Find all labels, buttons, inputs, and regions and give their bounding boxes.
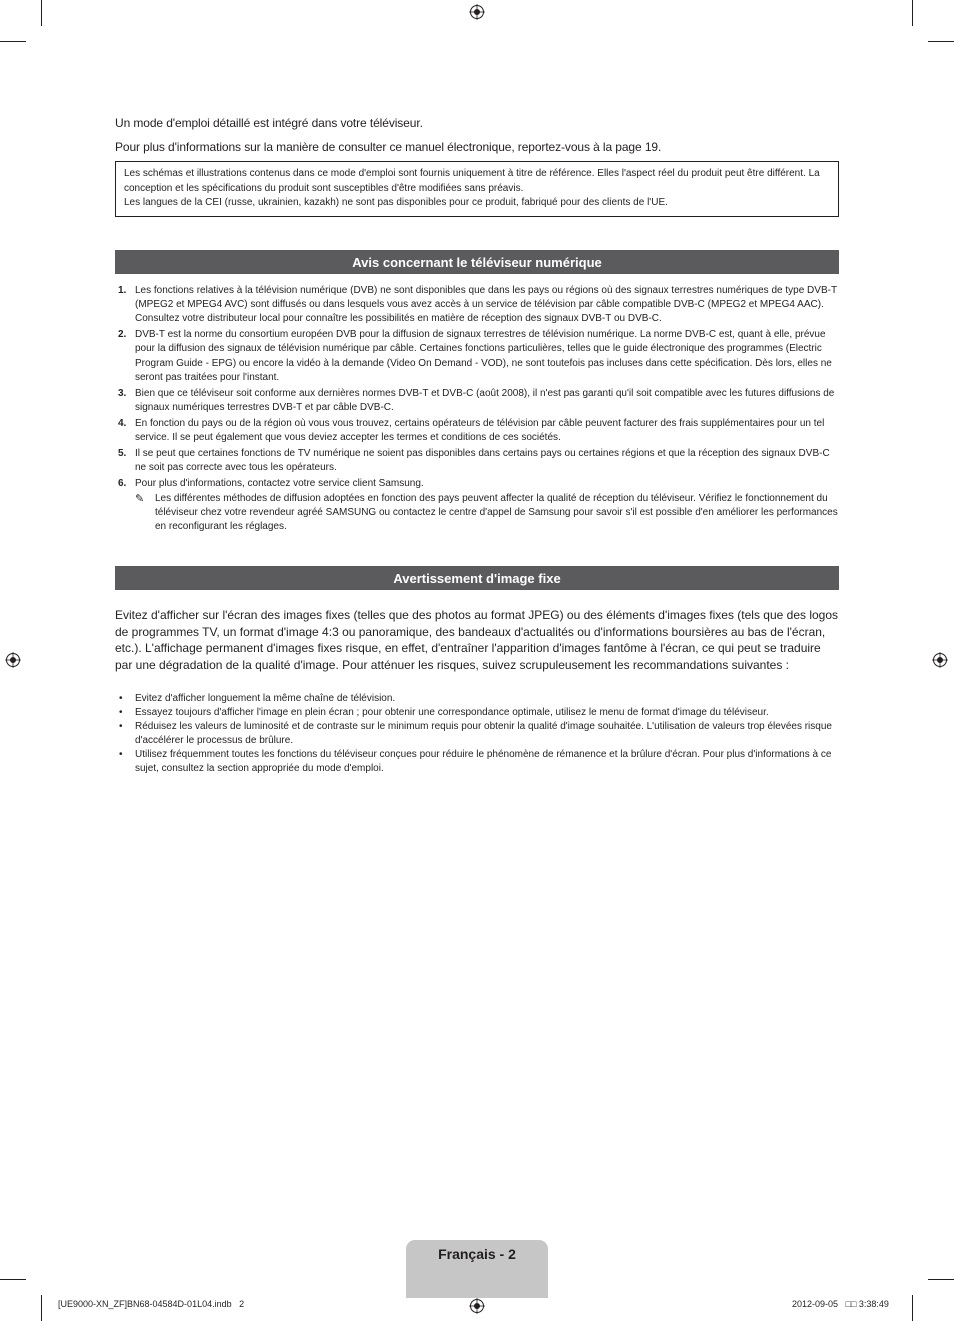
crop-mark	[41, 0, 42, 26]
item-number: 5.	[118, 447, 127, 459]
registration-mark-icon	[469, 4, 485, 20]
list-item	[115, 692, 839, 706]
list-item	[115, 477, 839, 535]
crop-mark	[912, 0, 913, 26]
footer-file-info: [UE9000-XN_ZF]BN68-04584D-01L04.indb 2	[58, 1299, 245, 1309]
list-item	[115, 720, 839, 748]
list-item	[115, 387, 839, 415]
item-text: DVB-T est la norme du consortium européen DVB pour la diffusion de signaux terrestres de télévision numérique. La norme DVB-C est, quant à elle, prévue pour la diffusion des signaux de télévision numérique par câble. Certaines fonctions particulières, telles que le guide électronique des programmes (Electric Program Guide - EPG) ou encore la vidéo à la demande (Video On Demand - VOD), ne sont toutefois pas incluses dans cette spécification. Dès lors, elles ne seront pas traitées pour l'instant.	[135, 329, 832, 383]
bullet-text: Réduisez les valeurs de luminosité et de contraste sur le minimum requis pour obtenir la qualité d'image souhaitée. L'utilisation de valeurs trop élevées risque d'accélérer le processus de brûlure.	[135, 721, 832, 746]
item-number: 6.	[118, 477, 127, 489]
disclaimer-box	[115, 161, 839, 217]
list-item	[115, 706, 839, 720]
item-text: Les fonctions relatives à la télévision numérique (DVB) ne sont disponibles que dans les pays ou régions où des signaux terrestres numériques de type DVB-T (MPEG2 et MPEG4 AVC) sont diffusés ou dans lesquels vous avez accès à un service de télévision par câble compatible DVB-C (MPEG2 et MPEG4 AAC). Consultez votre distributeur local pour connaître les possibilités en matière de réception des signaux DVB-T ou DVB-C.	[135, 285, 837, 325]
pencil-note-icon: ✎	[135, 492, 145, 505]
item-text: Bien que ce téléviseur soit conforme aux dernières normes DVB-T et DVB-C (août 2008), il n'est pas garanti qu'il soit compatible avec les futures diffusions de signaux numériques terrestres DVB-T et par câble DVB-C.	[135, 387, 835, 413]
bullet-text: Utilisez fréquemment toutes les fonctions du téléviseur conçues pour réduire le phénomène de rémanence et la brûlure d'écran. Pour plus d'informations à ce sujet, consultez la section appropriée du mode d'emploi.	[135, 749, 832, 774]
item-number: 1.	[118, 285, 127, 296]
bullet-text: Essayez toujours d'afficher l'image en plein écran ; pour obtenir une correspondance optimale, utilisez le menu de format d'image du téléviseur.	[135, 707, 769, 718]
list-item	[115, 328, 839, 385]
numbered-list	[115, 284, 839, 536]
list-item	[115, 417, 839, 445]
list-item	[115, 284, 839, 327]
crop-mark	[41, 1295, 42, 1321]
crop-mark	[928, 1279, 954, 1280]
crop-mark	[928, 41, 954, 42]
note-text: Les différentes méthodes de diffusion adoptées en fonction des pays peuvent affecter la qualité de réception du téléviseur. Vérifiez le fonctionnement du téléviseur chez votre revendeur agréé SAMSUNG ou contactez le centre d'appel de Samsung pour savoir s'il est possible d'en améliorer les performances en reconfigurant les réglages.	[155, 492, 838, 533]
bullet-icon: •	[119, 721, 123, 732]
note	[135, 492, 839, 535]
section-heading: Avis concernant le téléviseur numérique	[115, 250, 839, 274]
item-number: 2.	[118, 329, 127, 341]
bullet-text: Evitez d'afficher longuement la même chaîne de télévision.	[135, 693, 396, 704]
crop-mark	[0, 41, 26, 42]
item-text: En fonction du pays ou de la région où vous vous trouvez, certains opérateurs de télévision par câble peuvent facturer des frais supplémentaires pour un tel service. Il se peut également que vous deviez accepter les termes et conditions de ces sociétés.	[135, 417, 825, 443]
bullet-list	[115, 692, 839, 776]
list-item	[115, 748, 839, 776]
registration-mark-icon	[5, 652, 21, 668]
item-text: Pour plus d'informations, contactez votre service client Samsung.	[135, 477, 424, 489]
crop-mark	[912, 1295, 913, 1321]
disclaimer-text: Les langues de la CEI (russe, ukrainien, kazakh) ne sont pas disponibles pour ce produit, fabriqué pour des clients de l'UE.	[124, 197, 668, 209]
item-number: 4.	[118, 417, 127, 429]
bullet-icon: •	[119, 693, 123, 704]
registration-mark-icon	[469, 1298, 485, 1314]
item-text: Il se peut que certaines fonctions de TV numérique ne soient pas disponibles dans certains pays ou certaines régions et que la réception des signaux DVB-C ne soit pas correcte avec tous les opérateurs.	[135, 447, 830, 473]
item-number: 3.	[118, 387, 127, 399]
bullet-icon: •	[119, 707, 123, 718]
section-heading: Avertissement d'image fixe	[115, 566, 839, 590]
intro-line: Pour plus d'informations sur la manière de consulter ce manuel électronique, reportez-vous à la page 19.	[115, 140, 662, 154]
footer-timestamp: 2012-09-05 □□ 3:38:49	[792, 1299, 889, 1309]
disclaimer-text: Les schémas et illustrations contenus dans ce mode d'emploi sont fournis uniquement à titre de référence. Elles l'aspect réel du produit peut être différent. La conception et les spécifications du produit sont susceptibles d'être modifiées sans préavis.	[124, 168, 820, 194]
warning-paragraph: Evitez d'afficher sur l'écran des images fixes (telles que des photos au format JPEG) ou des éléments d'images fixes (tels que des logos de programmes TV, un format d'image 4:3 ou panoramique, des bandeaux d'actualités ou d'informations boursières au bas de l'écran, etc.). L'affichage permanent d'images fixes risque, en effet, d'entraîner l'apparition d'images fantôme à l'écran, ce qui peut se traduire par une dégradation de la qualité d'image. Pour atténuer les risques, suivez scrupuleusement les recommandations suivantes :	[115, 608, 839, 672]
bullet-icon: •	[119, 749, 123, 760]
crop-mark	[0, 1279, 26, 1280]
page-number-label: Français - 2	[438, 1246, 516, 1262]
list-item	[115, 447, 839, 475]
registration-mark-icon	[932, 652, 948, 668]
intro-line: Un mode d'emploi détaillé est intégré dans votre téléviseur.	[115, 116, 423, 130]
